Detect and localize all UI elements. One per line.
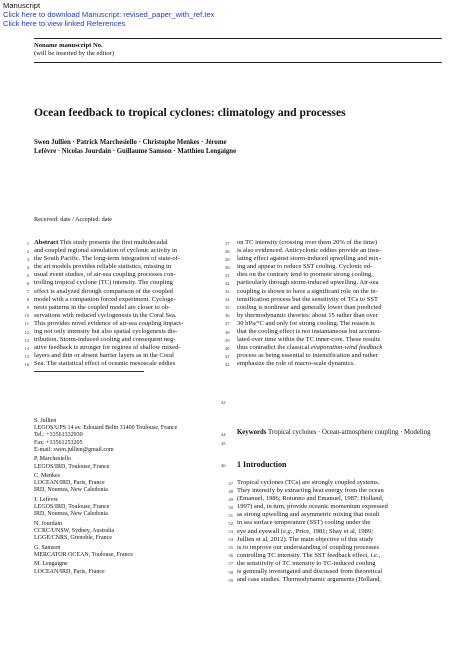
line-text: lated over time within the TC inner-core. These results (237, 336, 381, 344)
line-text: (Emanuel, 1986; Rotunno and Emanuel, 1987; Holland, (237, 495, 384, 503)
introduction-column (228, 479, 445, 584)
line-number: 16 (24, 361, 29, 367)
text-line (237, 336, 445, 344)
line-number: 42 (225, 361, 230, 367)
text-line (237, 360, 445, 368)
affiliation-line: N. Jourdain (34, 520, 62, 527)
text-line (228, 527, 445, 536)
line-text: coupling is shown to have a significant role on the in- (237, 287, 378, 295)
text-line (237, 352, 445, 360)
line-number: 41 (225, 353, 230, 359)
line-number: 48 (228, 488, 233, 494)
text-line (26, 263, 230, 271)
text-line (237, 239, 445, 247)
text-line (237, 279, 445, 287)
text-line (228, 543, 445, 552)
line-text: as strong upwelling and asymmetric mixing that result (237, 511, 380, 519)
text-line (24, 336, 230, 344)
line-text: that the cooling effect is not instantaneous but accumu- (237, 328, 382, 336)
affiliation-line: Fax: +33561253205 (34, 439, 83, 446)
line-number: 13 (24, 337, 29, 343)
line-number: 56 (228, 553, 233, 559)
received-date: Received: date / Accepted: date (34, 216, 112, 223)
line-text: on TC intensity (crossing over them 20% of the time) (237, 239, 378, 246)
line-text: layers and thin or absent barrier layers as in the Coral (34, 352, 174, 360)
affiliation-line: LEGOS/IRD, Toulouse, France (34, 504, 110, 511)
affiliation-block (34, 521, 222, 543)
line-text: nesis patterns in the coupled model are closer to ob- (34, 303, 171, 311)
text-line (26, 303, 230, 312)
line-number: 54 (228, 537, 233, 543)
line-text: lating effect against storm-induced upwelling and mix- (237, 255, 381, 263)
line-text: 1997) and, in turn, provide oceanic momentum expressed (237, 503, 388, 511)
line-number: 3 (26, 256, 29, 262)
affiliation-line: LEGOS/IRD, Toulouse, France (34, 463, 110, 470)
line-text: the art models provides reliable statistics, missing in (34, 263, 172, 271)
line-text: and case studies. Thermodynamic arguments (Holland, (237, 576, 381, 584)
linked-references-link[interactable]: Click here to view linked References (3, 19, 126, 29)
affiliation-line: M. Lengaigne (34, 561, 68, 568)
line-number: 31 (225, 272, 230, 278)
line-text: model with a companion forced experiment. Cycloge- (34, 295, 176, 303)
text-line (26, 271, 230, 279)
abstract-continued-column (237, 239, 445, 369)
text-line (24, 319, 230, 328)
line-number: 30 (225, 264, 230, 270)
line-text: controlling TC intensity. The SST feedback effect, i.e., (237, 551, 381, 559)
text-line (24, 311, 230, 320)
line-text: This study presents the first multidecadal (58, 239, 168, 246)
line-number: 38 (225, 329, 230, 335)
line-number: 35 (225, 305, 230, 311)
line-number: 2 (26, 248, 29, 254)
line-number: 43 (221, 400, 226, 405)
line-number: 58 (228, 569, 233, 575)
line-number: 46 (221, 463, 226, 468)
line-number: 11 (24, 321, 29, 327)
affiliation-line: S. Jullien (34, 418, 57, 424)
line-number: 51 (228, 512, 233, 518)
text-line (26, 287, 230, 296)
line-text: usual event studies, of air-sea coupling processes con- (34, 271, 176, 279)
line-number: 44 (221, 432, 226, 437)
line-text: effect is analyzed through comparison of the coupled (34, 287, 173, 295)
line-text: ing not only intensity but also spatial cyclogenesis dis- (34, 328, 178, 336)
line-number: 14 (24, 345, 29, 351)
author-list (34, 138, 454, 157)
line-number: 33 (225, 289, 230, 295)
line-text: is also evidenced. Anticyclonic eddies provide an insu- (237, 247, 381, 255)
line-number: 5 (26, 272, 29, 278)
text-line (228, 479, 445, 487)
text-line (237, 304, 445, 312)
line-text: cooling is nonlinear and generally lower than predicted (237, 303, 382, 311)
text-line (24, 344, 230, 352)
download-banner (3, 1, 214, 29)
line-text: is to improve our understanding of coupling processes (237, 543, 380, 551)
text-line (228, 551, 445, 560)
line-number: 52 (228, 520, 233, 526)
line-number: 32 (225, 280, 230, 286)
line-number: 4 (26, 264, 29, 270)
line-number: 6 (26, 280, 29, 286)
affiliation-block (34, 497, 222, 519)
line-number: 39 (225, 337, 230, 343)
text-line (26, 279, 230, 287)
text-line (228, 576, 445, 584)
line-text: Tropical cyclones (TCs) are strongly coupled systems. (237, 479, 380, 486)
keywords-heading: Keywords (237, 429, 267, 436)
section-heading-introduction: 1 Introduction (237, 460, 287, 469)
abstract-heading: Abstract (34, 239, 59, 246)
text-line (24, 352, 230, 360)
line-number: 37 (225, 321, 230, 327)
affiliation-line: J. Lefèvre (34, 496, 58, 503)
text-line (237, 271, 445, 279)
text-line (228, 535, 445, 544)
affiliation-line: LGGE/CNRS, Grenoble, France (34, 535, 112, 542)
manuscript-number-box (34, 38, 442, 63)
author-line: Lefèvre · Nicolas Jourdain · Guillaume Samson · Matthieu Lengaigne (34, 148, 237, 156)
affiliation-line: Tel.: +33561332930 (34, 432, 83, 439)
text-line (237, 247, 445, 255)
abstract-column (24, 239, 230, 369)
line-number: 49 (228, 496, 233, 502)
line-text: in sea surface temperature (SST) cooling under the (237, 519, 371, 527)
line-number: 27 (225, 240, 230, 246)
line-text: particularly through storm-induced upwelling. Air-sea (237, 279, 379, 287)
affiliations (34, 418, 222, 578)
line-number: 7 (26, 289, 29, 295)
line-number: 59 (228, 577, 233, 583)
line-number: 34 (225, 297, 230, 303)
line-number: 8 (26, 297, 29, 303)
line-text: emphasize the role of macro-scale dynamics. (237, 360, 355, 368)
line-text: tensification process but the sensitivity of TCs to SST (237, 295, 378, 303)
line-number: 55 (228, 545, 233, 551)
line-text: This provides novel evidence of air-sea coupling impact- (34, 319, 184, 327)
affiliation-line: G. Samson (34, 544, 61, 551)
line-number: 12 (24, 329, 29, 335)
affiliation-block (34, 418, 222, 454)
manuscript-label: Manuscript (3, 1, 41, 10)
affiliation-line: IRD, Noumea, New Caledonia (34, 511, 108, 518)
affiliation-line: P. Marchesiello (34, 456, 71, 463)
text-line (228, 519, 445, 527)
manuscript-number: Noname manuscript No. (34, 42, 103, 49)
line-number: 28 (225, 248, 230, 254)
line-number: 47 (228, 480, 233, 486)
text-line (237, 263, 445, 271)
line-text: by thermodynamic theories: about 15 rather than over (237, 311, 378, 319)
keywords (237, 429, 447, 438)
text-line (228, 559, 445, 568)
affiliation-line: LOCEAN/IRD, Paris, France (34, 568, 105, 575)
text-line (237, 255, 445, 263)
line-text: dies on the contrary tend to promote strong cooling, (237, 271, 373, 279)
line-text: servations with reduced cyclogenesis in the Coral Sea. (34, 311, 177, 319)
line-text: tribution. Storm-induced cooling and consequent neg- (34, 336, 176, 344)
download-manuscript-link[interactable]: Click here to download Manuscript: revised_paper_with_ref.tex (3, 10, 215, 20)
line-text: the South Pacific. The long-term integration of state-of- (34, 255, 181, 263)
line-text: process as being essential to intensification and rather (237, 352, 378, 360)
affiliation-line: LOCEAN/IRD, Paris, France (34, 480, 105, 487)
affiliation-line: E-mail: swen.jullien@gmail.com (34, 446, 114, 453)
text-line (24, 328, 230, 336)
text-line (24, 360, 230, 368)
line-number: 45 (221, 441, 226, 446)
text-line (228, 503, 445, 511)
text-line (26, 295, 230, 304)
line-text: trolling tropical cyclone (TC) intensity. The coupling (34, 279, 173, 287)
affiliation-line: MERCATOR OCEAN, Toulouse, France (34, 551, 133, 558)
text-line (26, 247, 230, 255)
line-number: 50 (228, 504, 233, 510)
line-text: the sensitivity of TC intensity to TC-induced cooling (237, 559, 376, 567)
text-line (237, 344, 445, 352)
line-number: 36 (225, 313, 230, 319)
text-line (26, 239, 230, 247)
line-number: 53 (228, 529, 233, 535)
line-text: Jullien et al, 2012). The main objective of this study (237, 535, 374, 543)
text-line (228, 511, 445, 519)
line-text: and coupled regional simulation of cyclonic activity in (34, 247, 178, 255)
line-text: ing and appear to reduce SST cooling. Cyclonic ed- (237, 263, 373, 271)
line-number: 10 (24, 313, 29, 319)
affiliation-block (34, 456, 222, 470)
author-line: Swen Jullien · Patrick Marchesiello · Christophe Menkes · Jérome (34, 139, 227, 146)
line-number: 15 (24, 353, 29, 359)
text-line (237, 312, 445, 320)
line-number: 1 (26, 240, 29, 246)
text-line (237, 328, 445, 336)
affiliation-block (34, 473, 222, 495)
line-text: thus contradict the classical evaporation-wind feedback (237, 344, 383, 352)
footnote-rule (34, 371, 144, 372)
keywords-text: Tropical cyclones · Ocean-atmosphere coupling · Modeling (268, 429, 431, 436)
text-line (228, 495, 445, 503)
text-line (26, 255, 230, 263)
line-number: 9 (26, 305, 29, 311)
affiliation-block (34, 545, 222, 559)
line-number: 57 (228, 561, 233, 567)
paper-title: Ocean feedback to tropical cyclones: climatology and processes (34, 106, 346, 119)
affiliation-line: C. Menkes (34, 473, 60, 480)
line-text: ative feedback is stronger for regions of shallow mixed- (34, 344, 181, 352)
line-text: They intensify by extracting heat energy from the ocean (237, 487, 384, 495)
editor-note: (will be inserted by the editor) (34, 50, 115, 58)
affiliation-block (34, 561, 222, 575)
line-number: 29 (225, 256, 230, 262)
line-text: eye and eyewall (e.g., Price, 1981; Shay et al, 1989; (237, 527, 374, 535)
line-text: 30 hPa/°C and only for strong cooling. The reason is (237, 319, 375, 327)
affiliation-line: IRD, Noumea, New Caledonia (34, 487, 108, 494)
text-line (237, 296, 445, 304)
text-line (228, 487, 445, 495)
text-line (237, 320, 445, 328)
text-line (228, 568, 445, 576)
text-line (237, 288, 445, 296)
line-number: 40 (225, 345, 230, 351)
affiliation-line: CCRC/UNSW, Sydney, Australia (34, 528, 115, 535)
affiliation-line: LEGOS/UPS 14 av. Edouard Belin 31400 Toulouse, France (34, 425, 178, 432)
line-text: Sea. The statistical effect of oceanic mesoscale eddies (34, 360, 176, 368)
line-text: is generally investigated and discussed from theoretical (237, 568, 383, 576)
